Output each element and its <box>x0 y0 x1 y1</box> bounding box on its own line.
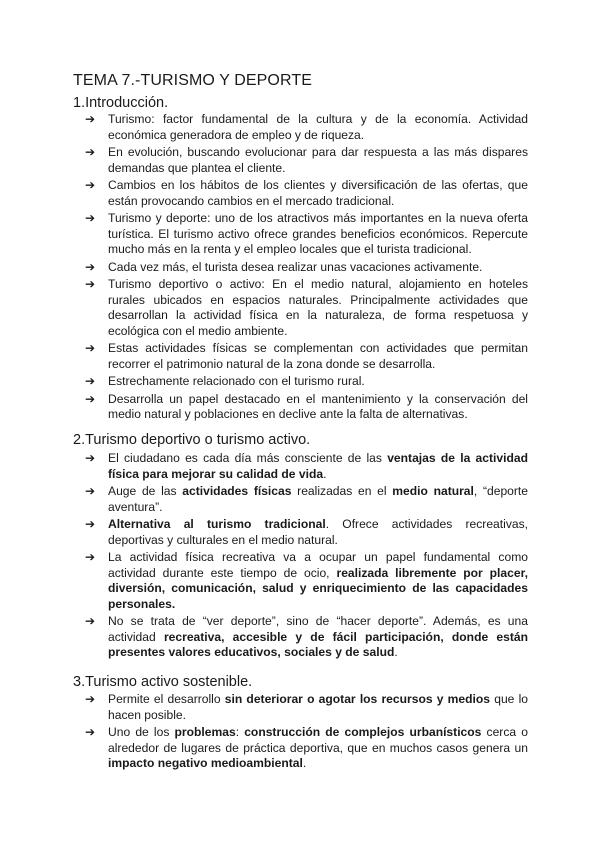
bullet-item <box>85 550 528 612</box>
section-heading-turismo-sostenible: 3.Turismo activo sostenible. <box>73 674 253 690</box>
bullet-item <box>85 451 528 482</box>
document-title: TEMA 7.-TURISMO Y DEPORTE <box>73 72 312 89</box>
arrow-bullet-icon: ➔ <box>85 614 96 628</box>
bold-text-run: construcción de complejos urbanísticos <box>244 725 482 739</box>
arrow-bullet-icon: ➔ <box>85 451 96 465</box>
bullet-list-turismo-deportivo <box>85 451 528 663</box>
arrow-bullet-icon: ➔ <box>85 211 96 225</box>
section-heading-introduccion: 1.Introducción. <box>73 95 169 111</box>
arrow-bullet-icon: ➔ <box>85 391 96 406</box>
text-run: : <box>235 725 245 739</box>
bullet-list-introduccion <box>85 112 528 425</box>
arrow-bullet-icon: ➔ <box>85 178 96 192</box>
bullet-item <box>85 692 528 723</box>
arrow-bullet-icon: ➔ <box>85 484 96 498</box>
bullet-item <box>85 341 528 372</box>
text-run: Uno de los <box>108 725 175 739</box>
bullet-list-turismo-sostenible <box>85 692 528 774</box>
text-run: Cada vez más, el turista desea realizar unas vacaciones activamente. <box>108 259 483 274</box>
bold-text-run: actividades físicas <box>182 484 292 498</box>
arrow-bullet-icon: ➔ <box>85 259 96 274</box>
text-run: Turismo deportivo o activo: En el medio natural, alojamiento en hoteles rurales ubicados en espacios naturales. Principalmente actividades que desarrollan la actividad física en la naturaleza, de forma respetuosa y ecológica con el medio ambiente. <box>108 277 528 338</box>
bullet-item <box>85 178 528 209</box>
bullet-item <box>85 392 528 423</box>
arrow-bullet-icon: ➔ <box>85 277 96 291</box>
bold-text-run: realizada libremente por placer, diversión, comunicación, salud y enriquecimiento de las capacidades personales. <box>108 565 528 611</box>
text-run: Desarrolla un papel destacado en el mantenimiento y la conservación del medio natural y poblaciones en declive ante la falta de alternativas. <box>108 391 528 421</box>
text-run: El ciudadano es cada día más consciente de las <box>108 451 388 465</box>
text-run: . <box>323 466 327 481</box>
arrow-bullet-icon: ➔ <box>85 341 96 355</box>
text-run: Turismo y deporte: uno de los atractivos más importantes en la nueva oferta turística. El turismo activo ofrece grandes beneficios económicos. Repercute mucho más en la renta y el empleo locales que el turista tradicional. <box>108 211 528 256</box>
text-run: . <box>302 756 307 770</box>
text-run: . <box>394 645 398 659</box>
text-run: , “deporte aventura”. <box>108 484 529 514</box>
text-run: No se trata de “ver deporte”, sino de “hacer deporte”. Además, es una actividad <box>108 614 528 644</box>
text-run: . Ofrece actividades recreativas, deportivas y culturales en el medio natural. <box>108 517 528 547</box>
bullet-item <box>85 112 528 143</box>
bullet-item <box>85 211 528 258</box>
arrow-bullet-icon: ➔ <box>85 374 96 388</box>
section-heading-turismo-deportivo: 2.Turismo deportivo o turismo activo. <box>73 432 311 448</box>
text-run: cerca o alrededor de lugares de práctica deportiva, que en muchos casos genera un <box>108 725 528 755</box>
arrow-bullet-icon: ➔ <box>85 112 96 126</box>
arrow-bullet-icon: ➔ <box>85 145 96 159</box>
bold-text-run: problemas <box>174 725 236 739</box>
text-run: Turismo: factor fundamental de la cultura y de la economía. Actividad económica generadora de empleo y de riqueza. <box>108 112 528 142</box>
bullet-item <box>85 614 528 661</box>
bullet-item <box>85 277 528 339</box>
bullet-item <box>85 260 528 276</box>
text-run: Auge de las <box>108 484 183 498</box>
bold-text-run: medio natural <box>392 484 474 498</box>
arrow-bullet-icon: ➔ <box>85 550 96 564</box>
bold-text-run: impacto negativo medioambiental <box>108 756 303 770</box>
text-run: realizadas en el <box>291 484 393 498</box>
text-run: La actividad física recreativa va a ocupar un papel fundamental como actividad durante este tiempo de ocio, <box>108 550 528 580</box>
text-run: Estas actividades físicas se complementan con actividades que permitan recorrer el patrimonio natural de la zona donde se desarrolla. <box>108 341 528 371</box>
bold-text-run: Alternativa al turismo tradicional <box>108 517 326 531</box>
text-run: que lo hacen posible. <box>108 692 529 722</box>
bold-text-run: recreativa, accesible y de fácil participación, donde están presentes valores educativos, sociales y de salud <box>108 629 528 659</box>
text-run: Cambios en los hábitos de los clientes y diversificación de las ofertas, que están provocando cambios en el mercado tradicional. <box>108 178 528 208</box>
bullet-item <box>85 145 528 176</box>
bullet-item <box>85 725 528 772</box>
bullet-item <box>85 374 528 390</box>
arrow-bullet-icon: ➔ <box>85 725 96 739</box>
arrow-bullet-icon: ➔ <box>85 517 96 531</box>
arrow-bullet-icon: ➔ <box>85 692 96 706</box>
bullet-item <box>85 517 528 548</box>
bold-text-run: sin deteriorar o agotar los recursos y medios <box>224 692 491 706</box>
text-run: En evolución, buscando evolucionar para dar respuesta a las más dispares demandas que plantea el cliente. <box>108 145 528 175</box>
text-run: Estrechamente relacionado con el turismo rural. <box>108 374 365 388</box>
bullet-item <box>85 484 528 515</box>
bold-text-run: ventajas de la actividad física para mejorar su calidad de vida <box>108 451 528 481</box>
text-run: Permite el desarrollo <box>108 692 225 706</box>
